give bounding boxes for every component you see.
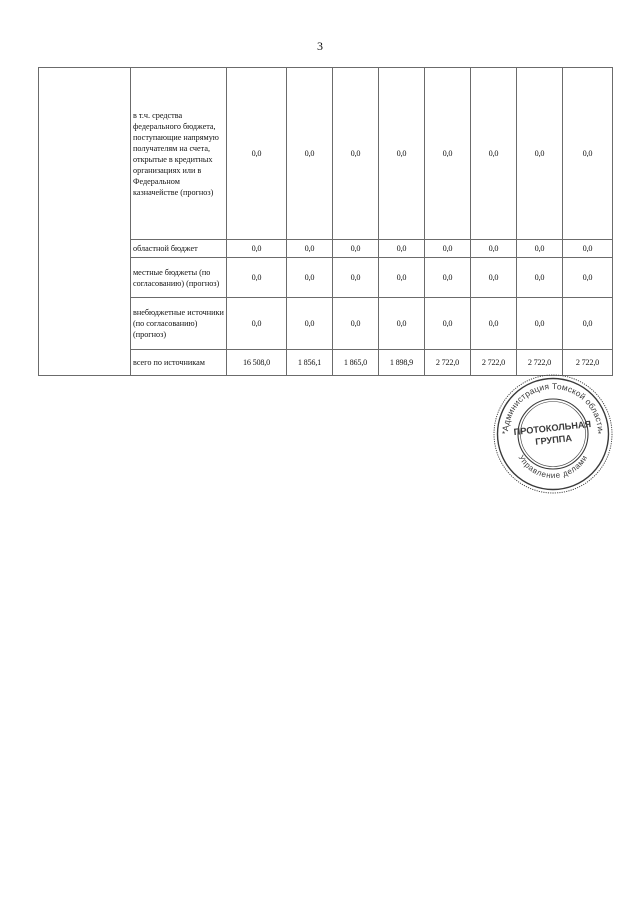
- value-cell: 0,0: [333, 298, 379, 350]
- stamp-star-left: *: [502, 430, 506, 439]
- value-cell: 1 898,9: [379, 350, 425, 376]
- value-cell: 0,0: [333, 240, 379, 258]
- value-cell: 0,0: [425, 240, 471, 258]
- budget-table: [38, 67, 613, 376]
- value-cell: 0,0: [333, 68, 379, 240]
- stamp-outer-text-top: Администрация Томской области: [500, 380, 606, 432]
- value-cell: 2 722,0: [425, 350, 471, 376]
- row-label: в т.ч. средства федерального бюджета, поступающие напрямую получателям на счета, открытые в кредитных организациях или в Федеральном казначействе (прогноз): [131, 68, 227, 240]
- value-cell: 1 865,0: [333, 350, 379, 376]
- value-cell: 0,0: [379, 258, 425, 298]
- stamp-outer-text-bottom: Управление делами: [516, 453, 590, 481]
- row-label: внебюджетные источники (по согласованию) (прогноз): [131, 298, 227, 350]
- value-cell: 1 856,1: [287, 350, 333, 376]
- value-cell: 0,0: [379, 240, 425, 258]
- value-cell: 0,0: [425, 298, 471, 350]
- value-cell: 0,0: [563, 240, 613, 258]
- official-stamp: [492, 373, 614, 495]
- value-cell: 2 722,0: [517, 350, 563, 376]
- value-cell: 0,0: [471, 240, 517, 258]
- row-label: местные бюджеты (по согласованию) (прогноз): [131, 258, 227, 298]
- value-cell: 0,0: [471, 258, 517, 298]
- stamp-star-right: *: [598, 430, 602, 439]
- value-cell: 0,0: [471, 68, 517, 240]
- value-cell: 0,0: [517, 258, 563, 298]
- value-cell: 0,0: [563, 68, 613, 240]
- value-cell: 0,0: [227, 298, 287, 350]
- value-cell: 0,0: [517, 68, 563, 240]
- value-cell: 0,0: [333, 258, 379, 298]
- value-cell: 0,0: [563, 258, 613, 298]
- value-cell: 0,0: [379, 298, 425, 350]
- merged-empty-cell: [39, 68, 131, 376]
- value-cell: 0,0: [227, 240, 287, 258]
- value-cell: 0,0: [287, 258, 333, 298]
- value-cell: 0,0: [227, 68, 287, 240]
- value-cell: 0,0: [563, 298, 613, 350]
- row-label: всего по источникам: [131, 350, 227, 376]
- row-label: областной бюджет: [131, 240, 227, 258]
- page-number: 3: [317, 39, 323, 53]
- value-cell: 2 722,0: [471, 350, 517, 376]
- table-row: [39, 68, 613, 240]
- value-cell: 0,0: [517, 240, 563, 258]
- stamp-center-line-2: ГРУППА: [534, 433, 573, 447]
- value-cell: 0,0: [517, 298, 563, 350]
- value-cell: 0,0: [287, 298, 333, 350]
- value-cell: 0,0: [287, 68, 333, 240]
- value-cell: 2 722,0: [563, 350, 613, 376]
- stamp-center-line-1: ПРОТОКОЛЬНАЯ: [513, 418, 592, 438]
- value-cell: 0,0: [379, 68, 425, 240]
- value-cell: 0,0: [287, 240, 333, 258]
- value-cell: 0,0: [471, 298, 517, 350]
- value-cell: 16 508,0: [227, 350, 287, 376]
- value-cell: 0,0: [227, 258, 287, 298]
- value-cell: 0,0: [425, 258, 471, 298]
- value-cell: 0,0: [425, 68, 471, 240]
